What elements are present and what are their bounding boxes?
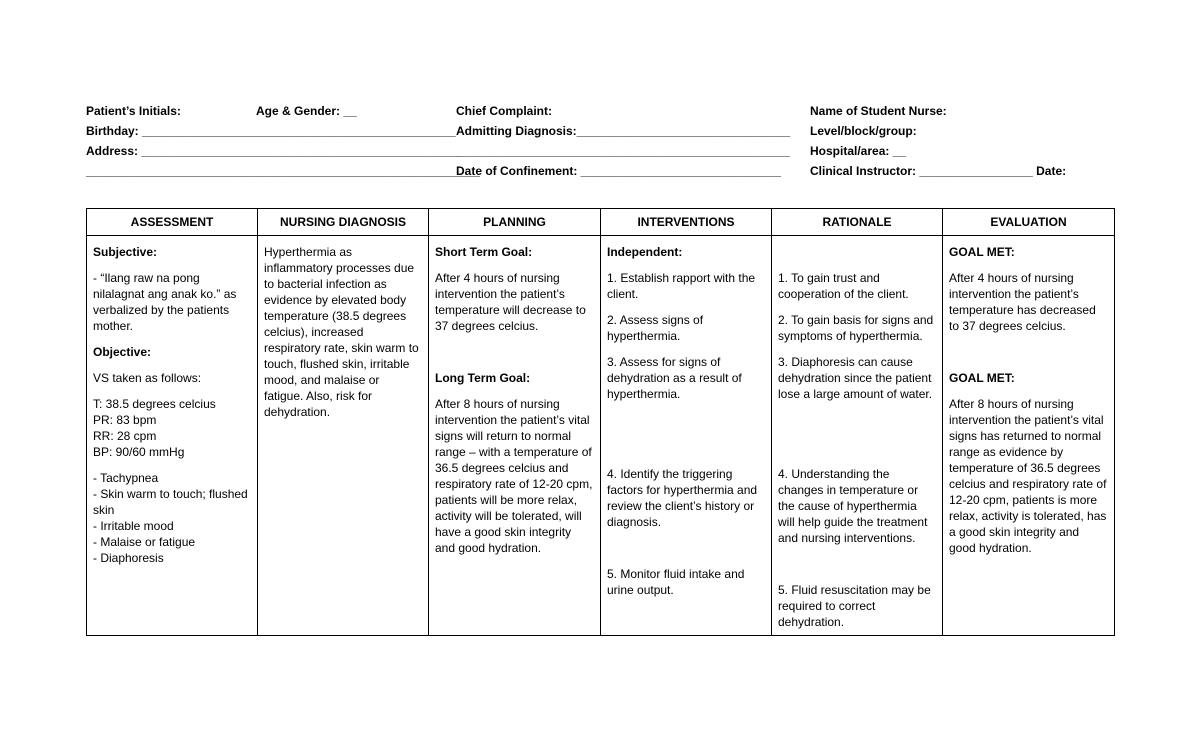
rationale-item-1: 1. To gain trust and cooperation of the client. — [778, 271, 909, 301]
table-header-row — [87, 209, 1115, 236]
header-rationale: RATIONALE — [772, 209, 943, 236]
spacer — [778, 244, 936, 270]
assessment-cell — [87, 236, 258, 636]
date-confinement-label: Date of Confinement: ______________________________ — [456, 164, 781, 178]
goal-met-label-1: GOAL MET: — [949, 245, 1015, 259]
student-nurse-label: Name of Student Nurse: — [810, 104, 947, 118]
vs-intro: VS taken as follows: — [93, 371, 202, 385]
short-term-goal-text: After 4 hours of nursing intervention the patient’s temperature will decrease to 37 degrees celcius. — [435, 271, 586, 333]
chief-complaint-label: Chief Complaint: — [456, 104, 552, 118]
patient-info-block — [86, 103, 480, 183]
header-assessment: ASSESSMENT — [87, 209, 258, 236]
patient-initials-label: Patient’s Initials: — [86, 104, 181, 118]
long-term-goal-label: Long Term Goal: — [435, 371, 531, 385]
nursing-diagnosis-cell — [258, 236, 429, 636]
intervention-item-2: 2. Assess signs of hyperthermia. — [607, 313, 704, 343]
long-term-goal-text: After 8 hours of nursing intervention the patient’s vital signs will return to normal range – with a temperature of 36.5 degrees celcius and respiratory rate of 12-20 cpm, patients will be more relax, activity will be tolerated, will have a good skin integrity and good hydration. — [435, 397, 593, 555]
student-info-block — [810, 103, 1160, 183]
address-line2: ___________________________________________________________ — [86, 164, 480, 178]
short-term-goal-label: Short Term Goal: — [435, 245, 533, 259]
table-row — [87, 236, 1115, 636]
header-interventions: INTERVENTIONS — [601, 209, 772, 236]
header-planning: PLANNING — [429, 209, 601, 236]
subjective-text: - “Ilang raw na pong nilalagnat ang anak ko.” as verbalized by the patients mother. — [93, 271, 237, 333]
objective-label: Objective: — [93, 345, 152, 359]
admitting-diagnosis-line2: __________________________________________________ — [456, 144, 790, 158]
nursing-care-plan-table — [86, 208, 1115, 636]
rationale-cell — [772, 236, 943, 636]
goal-met-text-2: After 8 hours of nursing intervention the patient’s vital signs has returned to normal range as evidence by temperature of 36.5 degrees celcius and respiratory rate of 12-20 cpm, patients is more relax, activity is tolerated, has a good skin integrity and good hydration. — [949, 397, 1107, 555]
sign-diaphoresis: - Diaphoresis — [93, 551, 164, 565]
spacer — [435, 334, 594, 370]
header-nursing-diagnosis: NURSING DIAGNOSIS — [258, 209, 429, 236]
birthday-label: Birthday: _______________________________________________ — [86, 124, 456, 138]
vital-pulse-rate: PR: 83 bpm — [93, 413, 157, 427]
sign-irritable-mood: - Irritable mood — [93, 519, 174, 533]
independent-label: Independent: — [607, 245, 683, 259]
admitting-diagnosis-label: Admitting Diagnosis:________________________________ — [456, 124, 791, 138]
sign-skin-warm: - Skin warm to touch; flushed skin — [93, 487, 248, 517]
address-label: Address: ________________________________________________ — [86, 144, 462, 158]
rationale-item-2: 2. To gain basis for signs and symptoms of hyperthermia. — [778, 313, 934, 343]
spacer — [607, 402, 765, 466]
planning-cell — [429, 236, 601, 636]
intervention-item-3: 3. Assess for signs of dehydration as a result of hyperthermia. — [607, 355, 742, 401]
vital-respiratory-rate: RR: 28 cpm — [93, 429, 157, 443]
vital-blood-pressure: BP: 90/60 mmHg — [93, 445, 185, 459]
clinical-instructor-label: Clinical Instructor: _________________ Date: — [810, 164, 1067, 178]
spacer — [949, 334, 1108, 370]
spacer — [93, 460, 251, 470]
rationale-item-5: 5. Fluid resuscitation may be required to correct dehydration. — [778, 583, 931, 629]
vital-temperature: T: 38.5 degrees celcius — [93, 397, 216, 411]
complaint-info-block — [456, 103, 791, 183]
hospital-area-label: Hospital/area: __ — [810, 144, 907, 158]
intervention-item-4: 4. Identify the triggering factors for hyperthermia and review the client’s history or diagnosis. — [607, 467, 758, 529]
rationale-item-3: 3. Diaphoresis can cause dehydration since the patient lose a large amount of water. — [778, 355, 933, 401]
subjective-label: Subjective: — [93, 245, 158, 259]
intervention-item-5: 5. Monitor fluid intake and urine output. — [607, 567, 745, 597]
header-evaluation: EVALUATION — [943, 209, 1115, 236]
evaluation-cell — [943, 236, 1115, 636]
interventions-cell — [601, 236, 772, 636]
spacer — [778, 402, 936, 466]
goal-met-text-1: After 4 hours of nursing intervention the patient’s temperature has decreased to 37 degrees celcius. — [949, 271, 1096, 333]
sign-malaise: - Malaise or fatigue — [93, 535, 196, 549]
age-gender-label: Age & Gender: __ — [256, 104, 357, 118]
rationale-item-4: 4. Understanding the changes in temperature or the cause of hyperthermia will help guide the treatment and nursing interventions. — [778, 467, 928, 545]
spacer — [607, 530, 765, 566]
sign-tachypnea: - Tachypnea — [93, 471, 159, 485]
intervention-item-1: 1. Establish rapport with the client. — [607, 271, 756, 301]
spacer — [778, 546, 936, 582]
level-block-label: Level/block/group: — [810, 124, 917, 138]
diagnosis-text: Hyperthermia as inflammatory processes due to bacterial infection as evidence by elevated body temperature (38.5 degrees celcius), increased respiratory rate, skin warm to touch, flushed skin, irritable mood, and malaise or fatigue. Also, risk for dehydration. — [264, 245, 419, 419]
patient-initials-row — [86, 103, 436, 123]
goal-met-label-2: GOAL MET: — [949, 371, 1015, 385]
